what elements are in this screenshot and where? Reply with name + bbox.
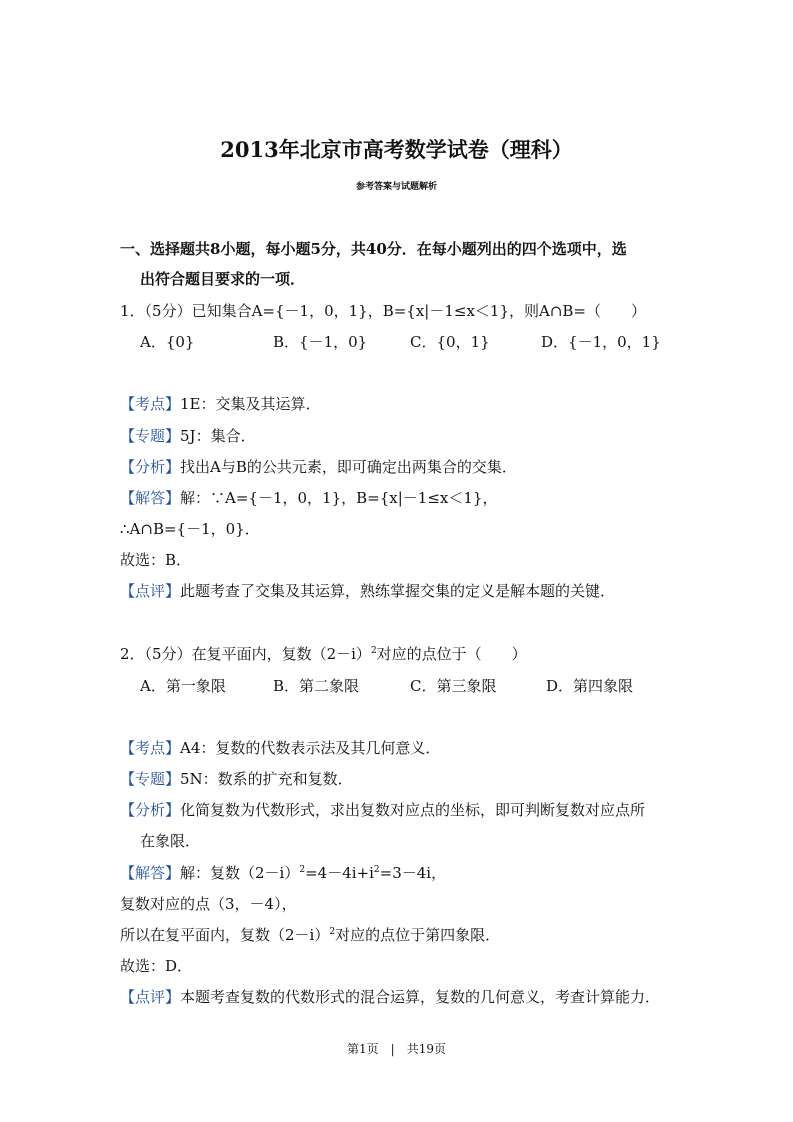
q1-fenxi-text: 找出A与B的公共元素，即可确定出两集合的交集． xyxy=(180,458,517,476)
dianping-tag: 【点评】 xyxy=(120,582,181,600)
q2-jieda-part3: =3－4i， xyxy=(379,864,447,882)
q2-dianping-text: 本题考查复数的代数形式的混合运算，复数的几何意义，考查计算能力． xyxy=(180,988,661,1006)
q1-stem: 1．（5分）已知集合A={－1，0，1}，B={x|－1≤x＜1}，则A∩B=（ ） xyxy=(120,302,647,320)
q1-jieda-text: 解：∵A={－1，0，1}，B={x|－1≤x＜1}， xyxy=(180,489,498,507)
q2-jieda xyxy=(120,862,446,883)
q2-jieda-line2: 复数对应的点（3，－4）， xyxy=(120,895,297,913)
section-heading-line2: 出符合题目要求的一项． xyxy=(140,270,306,288)
q1-option-b: B．{－1，0} xyxy=(273,333,368,351)
q1-option-a: A．{0} xyxy=(140,333,195,351)
q1-answer: 故选：B． xyxy=(120,551,192,569)
section-heading-line1: 一、选择题共8小题，每小题5分，共40分．在每小题列出的四个选项中，选 xyxy=(120,240,627,258)
q2-option-c: C．第三象限 xyxy=(410,677,497,695)
jieda-tag: 【解答】 xyxy=(120,864,181,882)
kaodian-tag: 【考点】 xyxy=(120,395,181,413)
page-title: 2013年北京市高考数学试卷（理科） xyxy=(220,137,573,162)
dianping-tag: 【点评】 xyxy=(120,988,181,1006)
q2-kaodian-text: A4：复数的代数表示法及其几何意义． xyxy=(180,739,441,757)
q2-option-d: D．第四象限 xyxy=(546,677,634,695)
q1-option-c: C．{0，1} xyxy=(410,333,490,351)
q1-kaodian-text: 1E：交集及其运算． xyxy=(180,395,321,413)
q2-line3-part2: 对应的点位于第四象限． xyxy=(335,926,501,944)
page-footer: 第1页 | 共19页 xyxy=(347,1042,446,1056)
q2-stem-part2: 对应的点位于（ ） xyxy=(376,645,527,663)
zhuanti-tag: 【专题】 xyxy=(120,427,181,445)
q1-dianping xyxy=(120,580,615,601)
q1-jieda-line2: ∴A∩B={－1，0}． xyxy=(120,520,260,538)
q2-option-b: B．第二象限 xyxy=(273,677,360,695)
q2-line3-exponent: 2 xyxy=(329,927,336,937)
q1-zhuanti-text: 5J：集合． xyxy=(180,427,256,445)
q2-jieda-part2: =4－4i+i xyxy=(305,864,374,882)
page-subtitle: 参考答案与试题解析 xyxy=(355,182,437,192)
q2-stem xyxy=(120,643,527,664)
q2-jieda-line3 xyxy=(120,924,500,945)
q2-fenxi-line2: 在象限． xyxy=(140,832,201,850)
fenxi-tag: 【分析】 xyxy=(120,801,181,819)
q1-jieda xyxy=(120,487,497,508)
q1-option-d: D．{－1，0，1} xyxy=(541,333,661,351)
q2-stem-part1: 2．（5分）在复平面内，复数（2－i） xyxy=(120,645,371,663)
q2-jieda-exponent2: 2 xyxy=(373,865,380,875)
zhuanti-tag: 【专题】 xyxy=(120,770,181,788)
q2-jieda-exponent1: 2 xyxy=(299,865,306,875)
q2-answer: 故选：D． xyxy=(120,957,193,975)
jieda-tag: 【解答】 xyxy=(120,489,181,507)
q2-zhuanti xyxy=(120,768,353,789)
q2-jieda-part1: 解：复数（2－i） xyxy=(180,864,300,882)
q1-dianping-text: 此题考查了交集及其运算，熟练掌握交集的定义是解本题的关键． xyxy=(180,582,616,600)
q2-line3-part1: 所以在复平面内，复数（2－i） xyxy=(120,926,330,944)
q2-zhuanti-text: 5N：数系的扩充和复数． xyxy=(180,770,353,788)
q1-zhuanti xyxy=(120,425,256,446)
q1-kaodian xyxy=(120,393,321,414)
q2-option-a: A．第一象限 xyxy=(140,677,226,695)
q2-fenxi xyxy=(120,799,645,820)
q2-kaodian xyxy=(120,737,440,758)
kaodian-tag: 【考点】 xyxy=(120,739,181,757)
q2-fenxi-text: 化简复数为代数形式，求出复数对应点的坐标，即可判断复数对应点所 xyxy=(180,801,646,819)
q2-stem-exponent: 2 xyxy=(370,646,377,656)
q1-fenxi xyxy=(120,456,517,477)
fenxi-tag: 【分析】 xyxy=(120,458,181,476)
q2-dianping xyxy=(120,986,660,1007)
